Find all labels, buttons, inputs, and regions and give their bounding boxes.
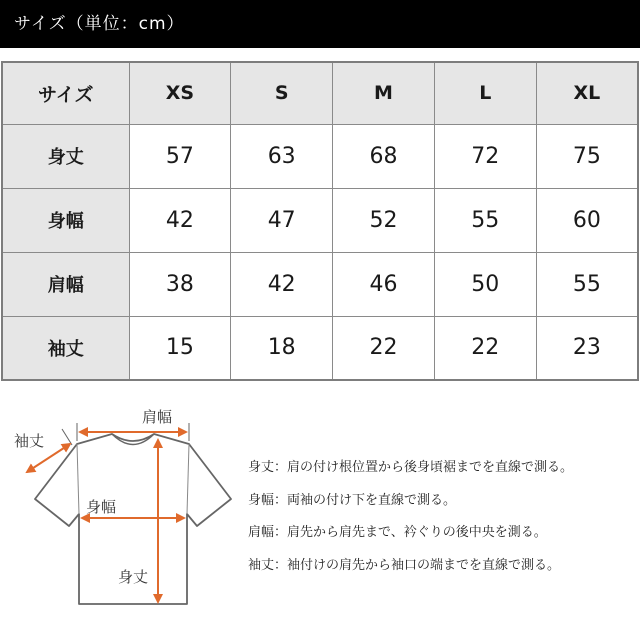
table-cell: 42 bbox=[129, 188, 231, 252]
column-header: サイズ bbox=[2, 62, 129, 124]
table-cell: 22 bbox=[434, 316, 536, 380]
shoulder-label: 肩幅 bbox=[142, 408, 173, 426]
table-cell: 72 bbox=[434, 124, 536, 188]
table-cell: 46 bbox=[333, 252, 435, 316]
table-cell: 50 bbox=[434, 252, 536, 316]
table-cell: 18 bbox=[231, 316, 333, 380]
note-sleeve: 袖丈：袖付けの肩先から袖口の端までを直線で測る。 bbox=[248, 557, 561, 573]
table-cell: 63 bbox=[231, 124, 333, 188]
column-header: XL bbox=[536, 62, 638, 124]
column-header: M bbox=[333, 62, 435, 124]
table-row bbox=[2, 124, 638, 188]
page-title: サイズ（単位：cm） bbox=[0, 0, 640, 48]
table-cell: 75 bbox=[536, 124, 638, 188]
table-cell: 15 bbox=[129, 316, 231, 380]
table-cell: 55 bbox=[434, 188, 536, 252]
table-cell: 22 bbox=[333, 316, 435, 380]
measurement-notes bbox=[248, 452, 636, 582]
column-header: XS bbox=[129, 62, 231, 124]
sleeve-label: 袖丈 bbox=[14, 432, 45, 450]
table-cell: 42 bbox=[231, 252, 333, 316]
row-header: 身幅 bbox=[2, 188, 129, 252]
table-row bbox=[2, 252, 638, 316]
note-shoulder: 肩幅：肩先から肩先まで、衿ぐりの後中央を測る。 bbox=[248, 525, 547, 540]
table-cell: 23 bbox=[536, 316, 638, 380]
tshirt-diagram bbox=[0, 395, 240, 625]
table-cell: 55 bbox=[536, 252, 638, 316]
note-length: 身丈：肩の付け根位置から後身頃裾までを直線で測る。 bbox=[248, 460, 574, 475]
table-row bbox=[2, 188, 638, 252]
chest-label: 身幅 bbox=[86, 498, 117, 516]
length-label: 身丈 bbox=[118, 568, 149, 586]
column-header: S bbox=[231, 62, 333, 124]
row-header: 袖丈 bbox=[2, 316, 129, 380]
column-header: L bbox=[434, 62, 536, 124]
table-header-row bbox=[2, 62, 638, 124]
table-cell: 57 bbox=[129, 124, 231, 188]
table-row bbox=[2, 316, 638, 380]
table-cell: 60 bbox=[536, 188, 638, 252]
table-cell: 68 bbox=[333, 124, 435, 188]
table-cell: 47 bbox=[231, 188, 333, 252]
size-table bbox=[1, 61, 639, 381]
table-cell: 38 bbox=[129, 252, 231, 316]
note-chest: 身幅：両袖の付け下を直線で測る。 bbox=[248, 492, 457, 508]
row-header: 身丈 bbox=[2, 124, 129, 188]
row-header: 肩幅 bbox=[2, 252, 129, 316]
guide-tick bbox=[62, 429, 72, 445]
table-cell: 52 bbox=[333, 188, 435, 252]
